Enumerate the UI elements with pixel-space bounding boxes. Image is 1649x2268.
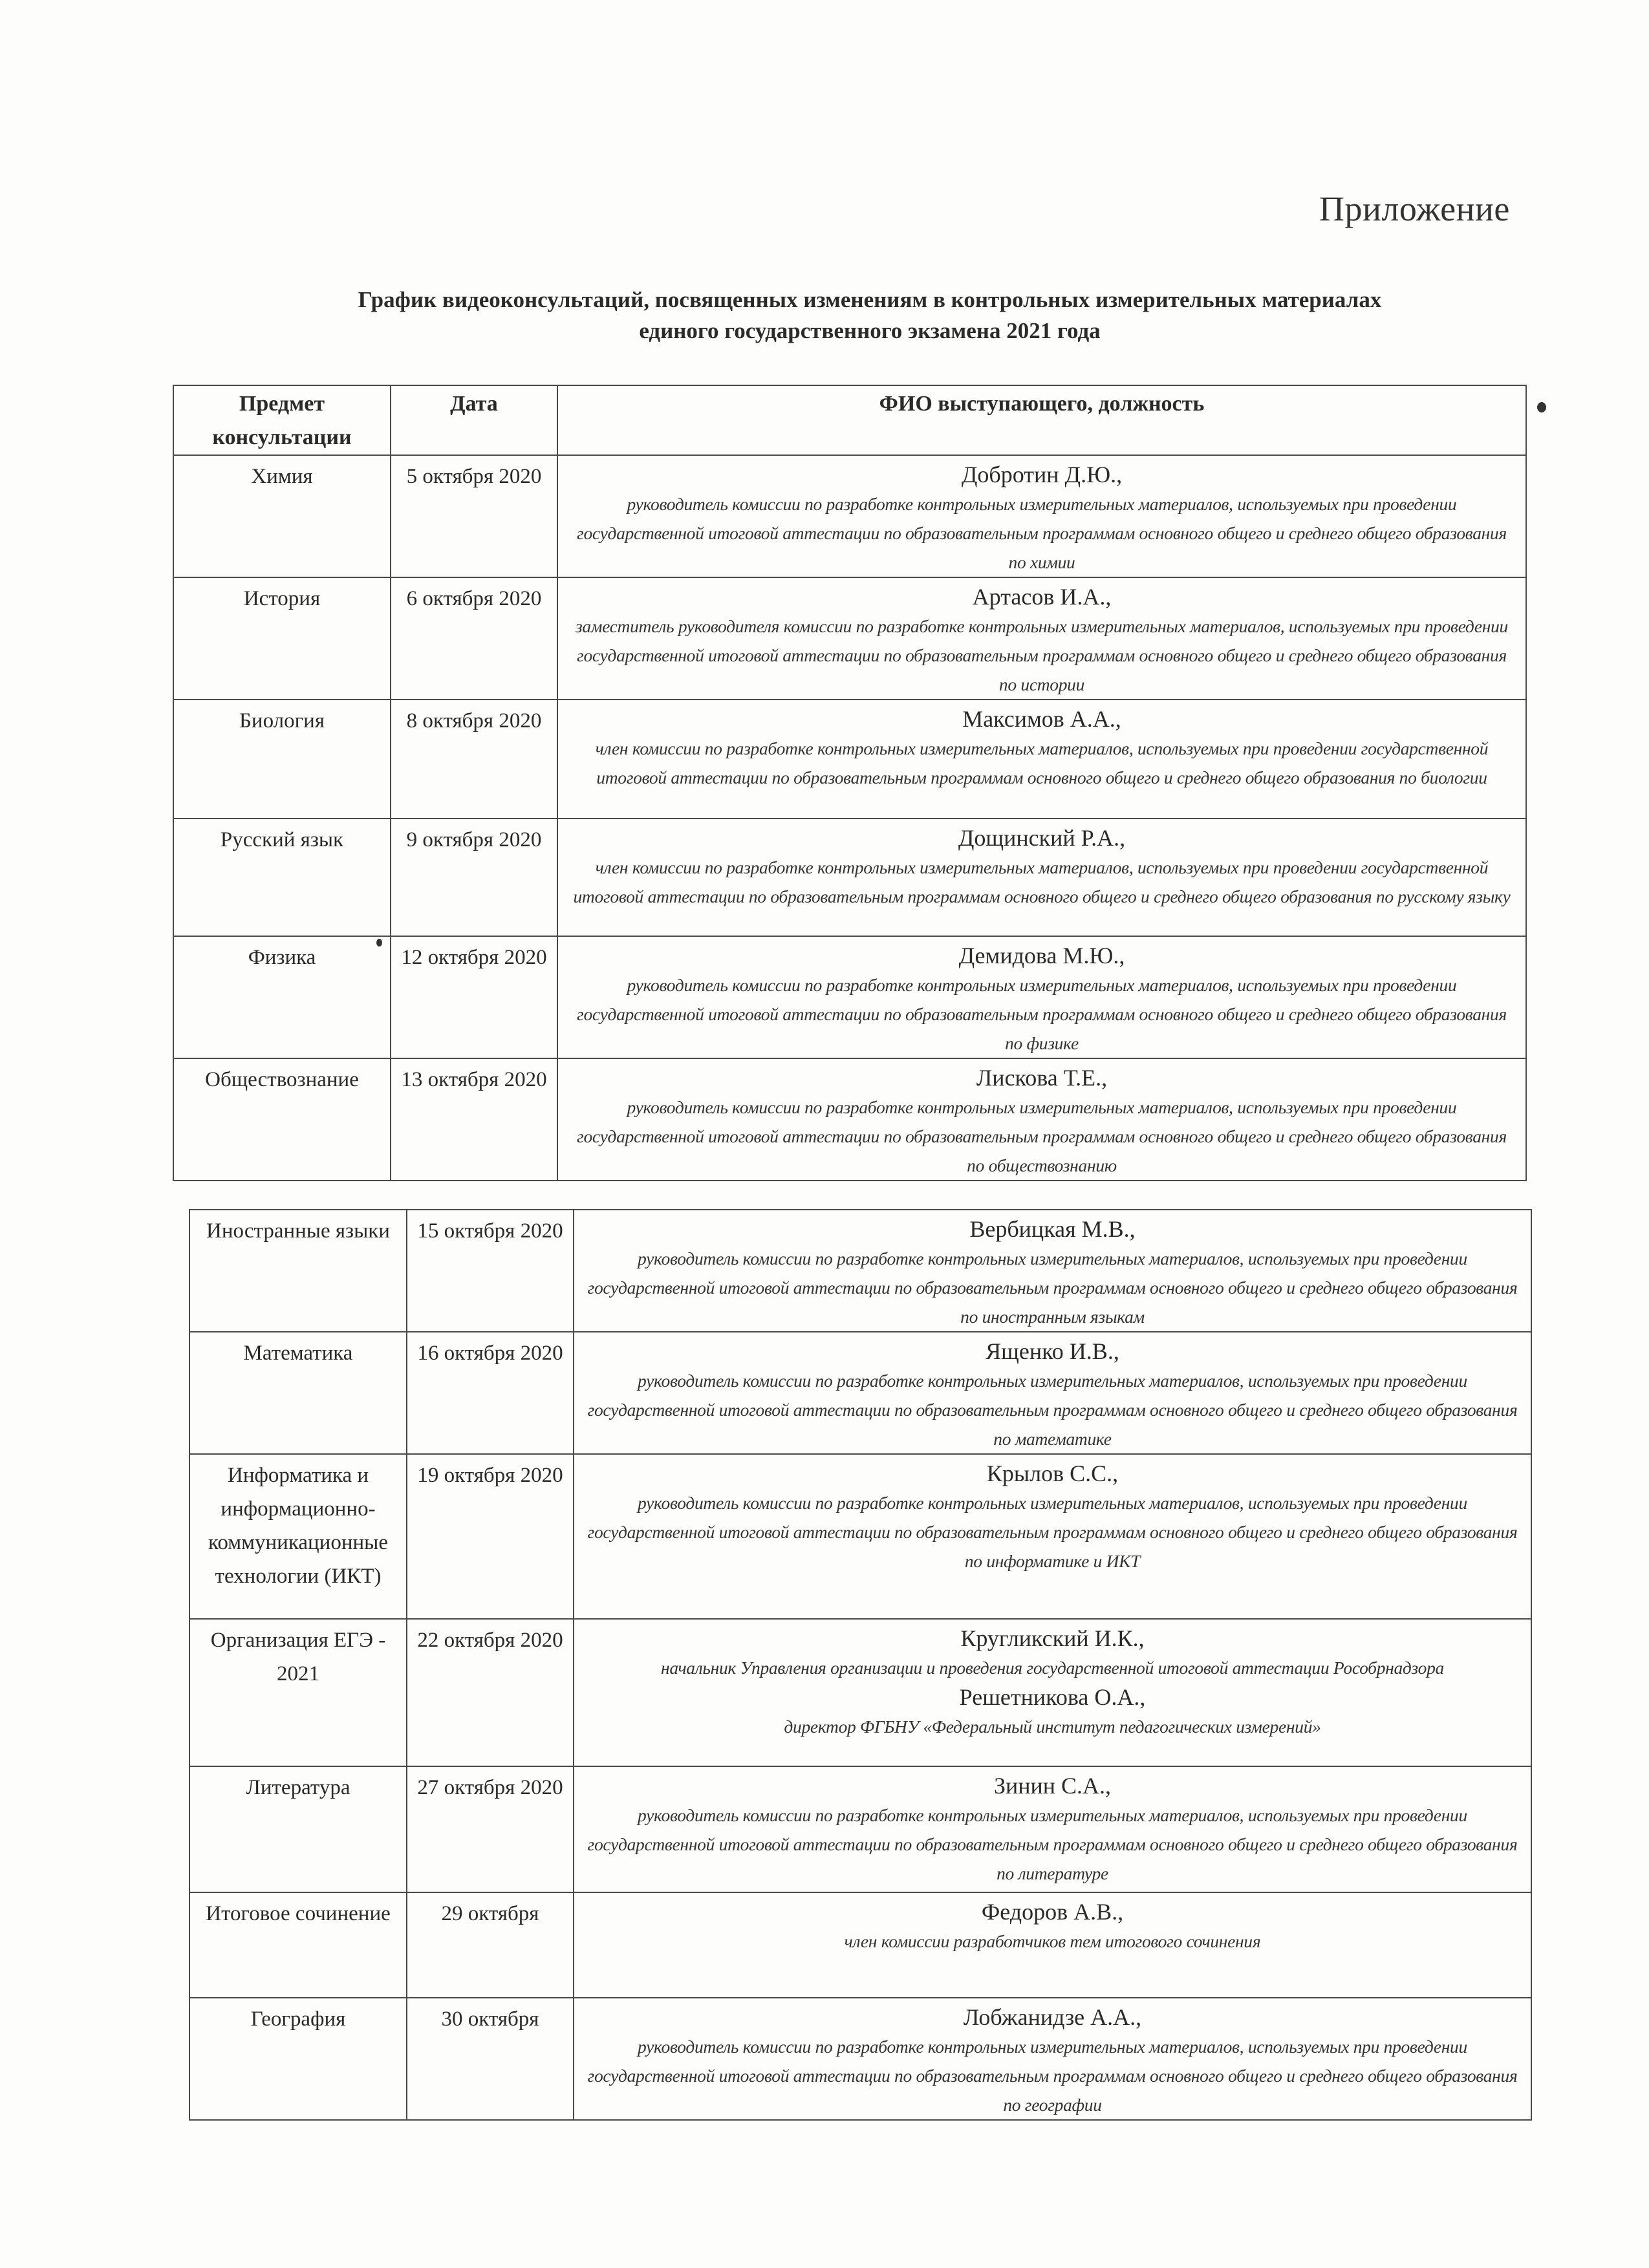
subject-cell: Организация ЕГЭ - 2021 — [189, 1619, 407, 1766]
table-row — [189, 1892, 1531, 1998]
speaker-name: Крылов С.С., — [986, 1460, 1119, 1486]
speaker-role: начальник Управления организации и проведения государственной итоговой аттестации Рособрнадзора — [661, 1658, 1444, 1678]
header-speaker: ФИО выступающего, должность — [557, 385, 1526, 455]
subject-cell: Химия — [173, 455, 391, 577]
date-cell: 9 октября 2020 — [391, 818, 557, 936]
title-line-1: График видеоконсультаций, посвященных изменениям в контрольных измерительных материалах — [358, 287, 1382, 312]
table-row — [173, 577, 1526, 700]
schedule-table-2 — [189, 1209, 1532, 2121]
scan-speck — [1537, 402, 1546, 412]
table-header-row — [173, 385, 1526, 455]
speaker-cell — [557, 1058, 1526, 1181]
speaker-role: член комиссии по разработке контрольных измерительных материалов, используемых при проведении государственной итоговой аттестации по образовательным программам основного общего и среднего общего образования по русскому языку — [573, 857, 1511, 906]
speaker-cell — [557, 936, 1526, 1058]
scan-speck — [376, 939, 382, 947]
table-row — [189, 1454, 1531, 1619]
speaker-name: Федоров А.В., — [981, 1899, 1124, 1925]
speaker-name: Зинин С.А., — [993, 1773, 1112, 1799]
speaker-role: член комиссии по разработке контрольных измерительных материалов, используемых при проведении государственной итоговой аттестации по образовательным программам основного общего и среднего общего образования по биологии — [595, 738, 1489, 787]
date-cell: 19 октября 2020 — [407, 1454, 574, 1619]
subject-cell: Иностранные языки — [189, 1210, 407, 1332]
speaker-cell — [574, 1892, 1531, 1998]
subject-cell: Итоговое сочинение — [189, 1892, 407, 1998]
subject-cell: Информатика и информационно-коммуникационные технологии (ИКТ) — [189, 1454, 407, 1619]
subject-cell: Биология — [173, 700, 391, 818]
header-date: Дата — [391, 385, 557, 455]
schedule-table-2-body — [189, 1210, 1531, 2120]
header-subject: Предмет консультации — [173, 385, 391, 455]
subject-cell: История — [173, 577, 391, 700]
subject-cell: Математика — [189, 1332, 407, 1454]
date-cell: 6 октября 2020 — [391, 577, 557, 700]
speaker-role: директор ФГБНУ «Федеральный институт педагогических измерений» — [784, 1717, 1321, 1737]
date-cell: 12 октября 2020 — [391, 936, 557, 1058]
speaker-role: руководитель комиссии по разработке контрольных измерительных материалов, используемых при проведении государственной итоговой аттестации по образовательным программам основного общего и среднего общего образования по математике — [587, 1371, 1518, 1449]
date-cell: 8 октября 2020 — [391, 700, 557, 818]
speaker-role: член комиссии разработчиков тем итогового сочинения — [844, 1931, 1261, 1951]
date-cell: 5 октября 2020 — [391, 455, 557, 577]
speaker-cell — [557, 455, 1526, 577]
speaker-name: Лобжанидзе А.А., — [963, 2004, 1142, 2030]
date-cell: 30 октября — [407, 1998, 574, 2120]
speaker-cell — [557, 700, 1526, 818]
speaker-name: Лискова Т.Е., — [976, 1065, 1108, 1091]
date-cell: 16 октября 2020 — [407, 1332, 574, 1454]
schedule-table-1-body — [173, 455, 1526, 1181]
speaker-role: руководитель комиссии по разработке контрольных измерительных материалов, используемых при проведении государственной итоговой аттестации по образовательным программам основного общего и среднего общего образования по географии — [587, 2037, 1518, 2115]
speaker-name: Вербицкая М.В., — [969, 1216, 1136, 1242]
speaker-role: руководитель комиссии по разработке контрольных измерительных материалов, используемых при проведении государственной итоговой аттестации по образовательным программам основного общего и среднего общего образования по физике — [577, 975, 1507, 1053]
speaker-cell — [574, 1619, 1531, 1766]
appendix-label: Приложение — [1319, 189, 1510, 228]
subject-cell: География — [189, 1998, 407, 2120]
date-cell: 29 октября — [407, 1892, 574, 1998]
speaker-role: руководитель комиссии по разработке контрольных измерительных материалов, используемых при проведении государственной итоговой аттестации по образовательным программам основного общего и среднего общего образования по иностранным языкам — [587, 1248, 1518, 1327]
table-row — [173, 700, 1526, 818]
table-row — [173, 818, 1526, 936]
subject-cell: Литература — [189, 1766, 407, 1892]
table-row — [173, 936, 1526, 1058]
schedule-table-1 — [173, 385, 1527, 1181]
table-row — [173, 455, 1526, 577]
speaker-name: Ященко И.В., — [986, 1338, 1119, 1364]
subject-cell: Обществознание — [173, 1058, 391, 1181]
date-cell: 22 октября 2020 — [407, 1619, 574, 1766]
speaker-role: руководитель комиссии по разработке контрольных измерительных материалов, используемых при проведении государственной итоговой аттестации по образовательным программам основного общего и среднего общего образования по литературе — [587, 1805, 1518, 1883]
table-row — [189, 1210, 1531, 1332]
table-row — [189, 1332, 1531, 1454]
speaker-role: руководитель комиссии по разработке контрольных измерительных материалов, используемых при проведении государственной итоговой аттестации по образовательным программам основного общего и среднего общего образования по информатике и ИКТ — [587, 1493, 1518, 1571]
speaker-cell — [557, 818, 1526, 936]
speaker-cell — [574, 1998, 1531, 2120]
speaker-name: Демидова М.Ю., — [958, 943, 1125, 968]
table-row — [189, 1619, 1531, 1766]
speaker-name: Добротин Д.Ю., — [961, 462, 1123, 487]
table-row — [189, 1766, 1531, 1892]
table-row — [189, 1998, 1531, 2120]
speaker-cell — [574, 1210, 1531, 1332]
date-cell: 27 октября 2020 — [407, 1766, 574, 1892]
subject-cell: Русский язык — [173, 818, 391, 936]
speaker-name: Максимов А.А., — [962, 706, 1121, 732]
speaker-name: Кругликский И.К., — [960, 1625, 1145, 1651]
speaker-role: заместитель руководителя комиссии по разработке контрольных измерительных материалов, используемых при проведении государственной итоговой аттестации по образовательным программам основного общего и среднего общего образования по истории — [575, 616, 1509, 694]
speaker-cell — [574, 1454, 1531, 1619]
title-line-2: единого государственного экзамена 2021 года — [639, 318, 1101, 343]
speaker-name: Решетникова О.А., — [959, 1684, 1146, 1710]
table-row — [173, 1058, 1526, 1181]
date-cell: 13 октября 2020 — [391, 1058, 557, 1181]
speaker-role: руководитель комиссии по разработке контрольных измерительных материалов, используемых при проведении государственной итоговой аттестации по образовательным программам основного общего и среднего общего образования по обществознанию — [577, 1097, 1507, 1175]
speaker-cell — [557, 577, 1526, 700]
speaker-name: Дощинский Р.А., — [958, 825, 1126, 851]
date-cell: 15 октября 2020 — [407, 1210, 574, 1332]
subject-cell: Физика — [173, 936, 391, 1058]
speaker-cell — [574, 1332, 1531, 1454]
document-title — [194, 284, 1546, 347]
speaker-role: руководитель комиссии по разработке контрольных измерительных материалов, используемых при проведении государственной итоговой аттестации по образовательным программам основного общего и среднего общего образования по химии — [577, 494, 1507, 572]
speaker-name: Артасов И.А., — [972, 584, 1112, 610]
speaker-cell — [574, 1766, 1531, 1892]
